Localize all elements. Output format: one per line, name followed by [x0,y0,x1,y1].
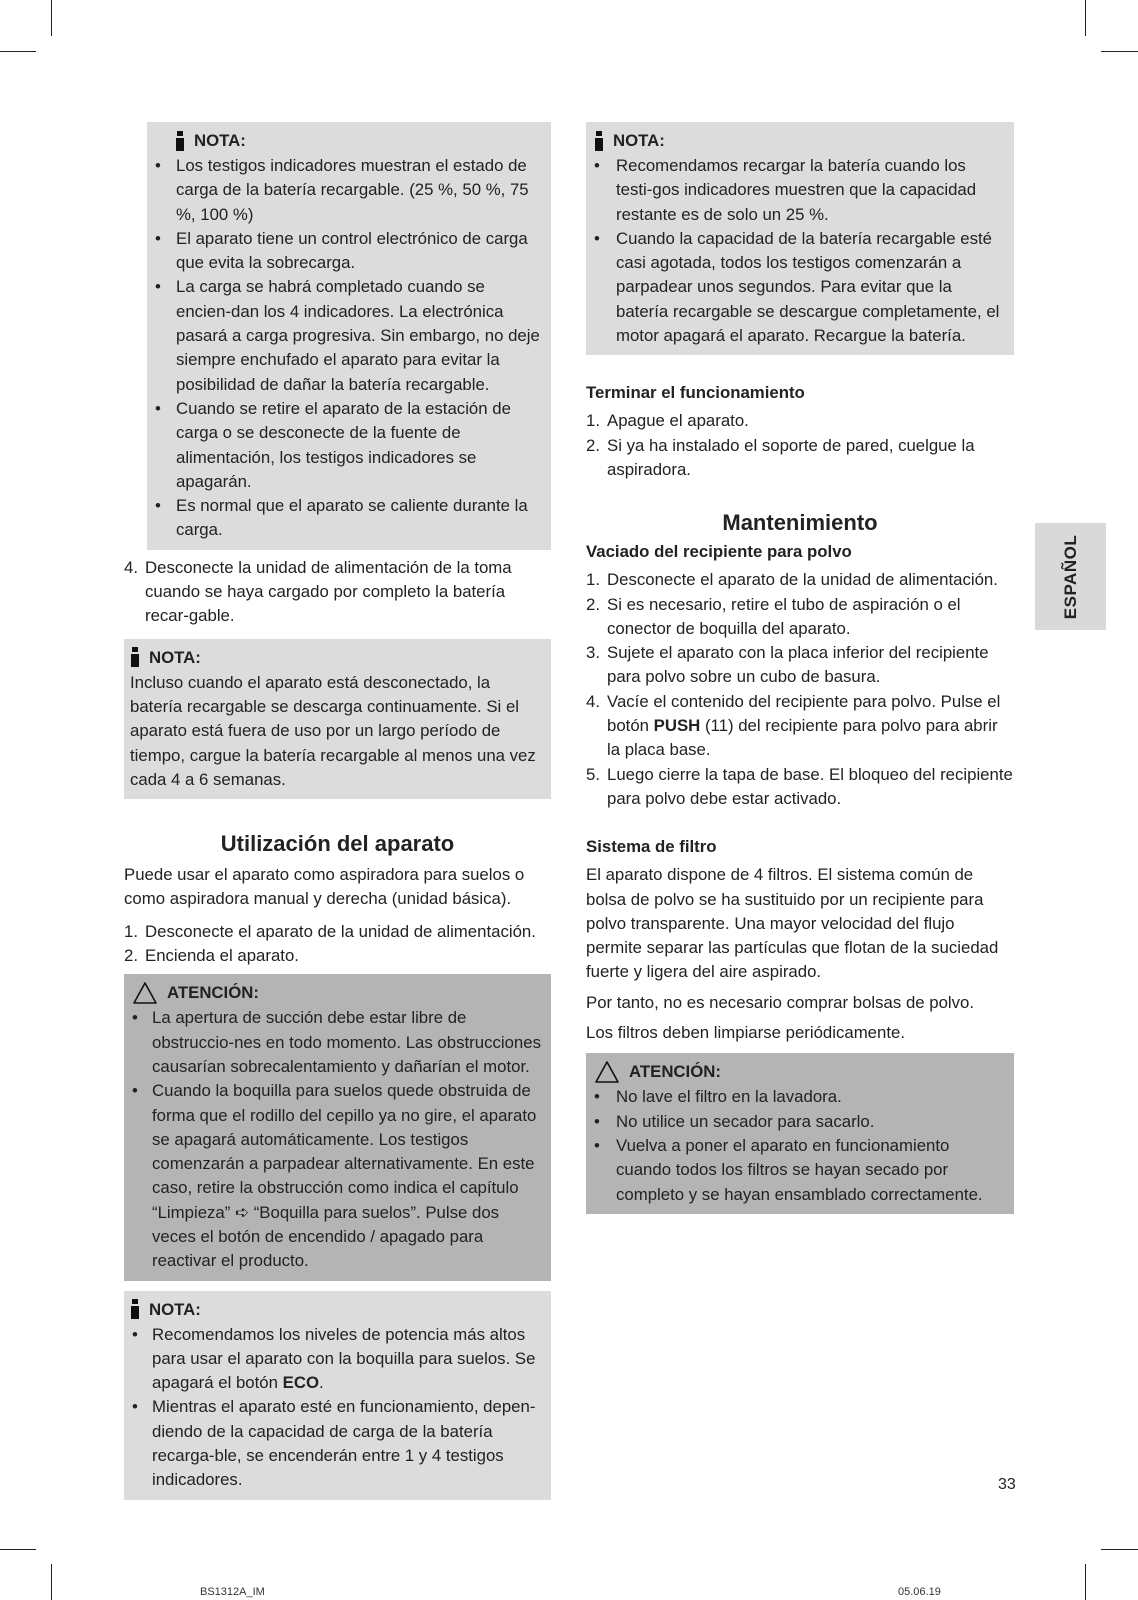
note-list [124,1323,543,1493]
step-text: Desconecte el aparato de la unidad de alimentación. [145,921,536,941]
list-item [586,641,1014,690]
info-icon [130,1299,140,1320]
warning-heading [124,980,543,1006]
list-item [124,556,551,629]
warning-title: ATENCIÓN: [167,983,259,1003]
eco-label: ECO [282,1373,320,1393]
list-item [586,593,1014,642]
step-text: Sujete el aparato con la placa inferior del recipiente para polvo sobre un cubo de basura. [607,643,989,687]
note-text: Recomendamos los niveles de potencia más altos para usar el aparato con la boquilla para suelos. Se apagará el botón [152,1324,536,1393]
list-item [124,920,551,944]
info-icon [594,131,604,152]
step-text: Vacíe el contenido del recipiente para polvo. Pulse el botón [607,691,1001,736]
note-box-power [124,1291,551,1500]
left-column [124,122,551,1506]
list-item: • Cuando la capacidad de la batería recargable esté casi agotada, todos los testigos comenzarán a parpadear unos segundos. Para evitar que la batería recargable se descargue completamente, el motor apagará el aparato. Recargue la batería. [586,227,1006,348]
list-item [586,409,1014,433]
list-item [124,944,551,968]
list-item: • Cuando la boquilla para suelos quede obstruida de forma que el rodillo del cepillo ya no gire, el aparato se apagará automáticamente. Los testigos comenzarán a parpadear alternativamente. En este caso, retire la obstrucción como indica el capítulo “Limpieza” ➪ “Boquilla para suelos”. Pulse dos veces el botón de encendido / apagado para reactivar el producto. [124,1079,543,1273]
step-number: 1. [586,570,600,590]
note-box-recharge [586,122,1014,355]
language-tab [1035,523,1106,630]
note-title: NOTA: [194,131,246,150]
crop-mark [0,51,36,52]
step-text: Luego cierre la tapa de base. El bloqueo del recipiente para polvo debe estar activado. [607,764,1013,808]
step-number: 4. [586,691,600,711]
footer-date: 05.06.19 [898,1586,941,1598]
filter-paragraph: Los filtros deben limpiarse periódicamente. [586,1023,906,1043]
note-heading [586,128,1006,154]
step-number: 1. [586,411,600,431]
usage-intro: Puede usar el aparato como aspiradora para suelos o como aspiradora manual y derecha (unidad básica). [124,865,525,909]
note-list [155,154,543,543]
list-item: • Vuelva a poner el aparato en funcionamiento cuando todos los filtros se hayan secado por completo y se hayan ensamblado correctamente. [586,1134,1006,1207]
note-box-discharge [124,639,551,799]
list-item: • La carga se habrá completado cuando se encien-dan los 4 indicadores. La electrónica pasará a carga progresiva. Sin embargo, no deje siempre enchufado el aparato para evitar la posibilidad de dañar la batería recargable. [155,275,543,396]
warning-title: ATENCIÓN: [629,1062,721,1082]
list-item [586,763,1014,812]
language-tab-label: ESPAÑOL [1060,534,1080,619]
maintenance-step-list [586,568,1014,811]
subheading-filter-system: Sistema de filtro [586,837,717,857]
right-column [586,122,1014,1220]
list-item: • No utilice un secador para sacarlo. [586,1110,1006,1134]
info-icon [175,131,185,152]
note-box-charging [147,122,551,550]
section-heading-finish: Terminar el funcionamiento [586,383,805,403]
crop-mark [1085,0,1086,36]
step-text: (11) del recipiente para polvo para abrir la placa base. [607,716,998,760]
footer-doc-code: BS1312A_IM [200,1586,265,1598]
subheading-dust-container: Vaciado del recipiente para polvo [586,542,852,562]
list-item: • Cuando se retire el aparato de la estación de carga o se desconecte de la fuente de alimentación, los testigos indicadores se apagarán. [155,397,543,494]
section-heading-maintenance: Mantenimiento [722,510,878,536]
filter-paragraph: El aparato dispone de 4 filtros. El sistema común de bolsa de polvo se ha sustituido por un recipiente para polvo transparente. Una mayor velocidad del flujo permite separar las partículas que flotan de la suciedad fuerte y ligera del aire aspirado. [586,865,999,982]
note-text: Incluso cuando el aparato está desconectado, la batería recargable se descarga continuamente. Si el aparato está fuera de uso por un largo período de tiempo, cargue la batería recargable al menos una vez cada 4 a 6 semanas. [130,672,536,789]
list-item: • Los testigos indicadores muestran el estado de carga de la batería recargable. (25 %, 50 %, 75 %, 100 %) [155,154,543,227]
list-item: • Recomendamos recargar la batería cuando los testi-gos indicadores muestren que la capacidad restante es de solo un 25 %. [586,154,1006,227]
section-heading-usage: Utilización del aparato [220,831,455,857]
crop-mark [1085,1564,1086,1600]
filter-paragraph: Por tanto, no es necesario comprar bolsas de polvo. [586,992,975,1012]
step-text: Si ya ha instalado el soporte de pared, cuelgue la aspiradora. [607,435,975,479]
list-item: • La apertura de succión debe estar libre de obstruccio-nes en todo momento. Las obstrucciones causarían sobrecalentamiento y dañarían el motor. [124,1006,543,1079]
note-title: NOTA: [613,131,665,150]
list-item [586,568,1014,592]
step-number: 2. [124,946,138,966]
step-text: Apague el aparato. [607,411,749,431]
list-item [586,690,1014,763]
step-number: 5. [586,764,600,784]
step-number: 2. [586,435,600,455]
warning-list [586,1085,1006,1206]
step-text: Encienda el aparato. [145,946,299,966]
warning-box-usage [124,974,551,1280]
step-text: Desconecte el aparato de la unidad de alimentación. [607,570,998,590]
note-heading [130,645,543,671]
step-text: Desconecte la unidad de alimentación de la toma cuando se haya cargado por completo la batería recar-gable. [145,557,512,626]
list-item: • Mientras el aparato esté en funcionamiento, depen-diendo de la capacidad de carga de la batería recarga-ble, se encenderán entre 1 y 4 testigos indicadores. [124,1395,543,1492]
crop-mark [1101,51,1138,52]
list-item: • Es normal que el aparato se caliente durante la carga. [155,494,543,543]
note-heading [155,128,543,154]
warning-triangle-icon [594,1060,620,1084]
note-text: . [319,1373,324,1393]
list-item [586,434,1014,483]
step-number: 4. [124,557,138,577]
warning-heading [586,1059,1006,1085]
step-number: 2. [586,594,600,614]
crop-mark [0,1549,36,1550]
note-title: NOTA: [149,647,201,667]
info-icon [130,647,140,668]
note-list [586,154,1006,348]
crop-mark [1101,1549,1138,1550]
warning-list [124,1006,543,1273]
usage-step-list [124,920,551,969]
warning-box-filters [586,1053,1014,1213]
crop-mark [51,1564,52,1600]
note-title: NOTA: [149,1299,201,1319]
step-number: 1. [124,921,138,941]
list-item [124,1323,543,1396]
note-heading [124,1297,543,1323]
step-number: 3. [586,643,600,663]
finish-step-list [586,409,1014,482]
crop-mark [51,0,52,36]
list-item: • No lave el filtro en la lavadora. [586,1085,1006,1109]
step-text: Si es necesario, retire el tubo de aspiración o el conector de boquilla del aparato. [607,594,961,638]
list-item: • El aparato tiene un control electrónico de carga que evita la sobrecarga. [155,227,543,276]
push-button-label: PUSH [653,716,701,736]
charging-step-list [124,556,551,629]
warning-triangle-icon [132,981,158,1005]
page-number: 33 [998,1476,1016,1493]
